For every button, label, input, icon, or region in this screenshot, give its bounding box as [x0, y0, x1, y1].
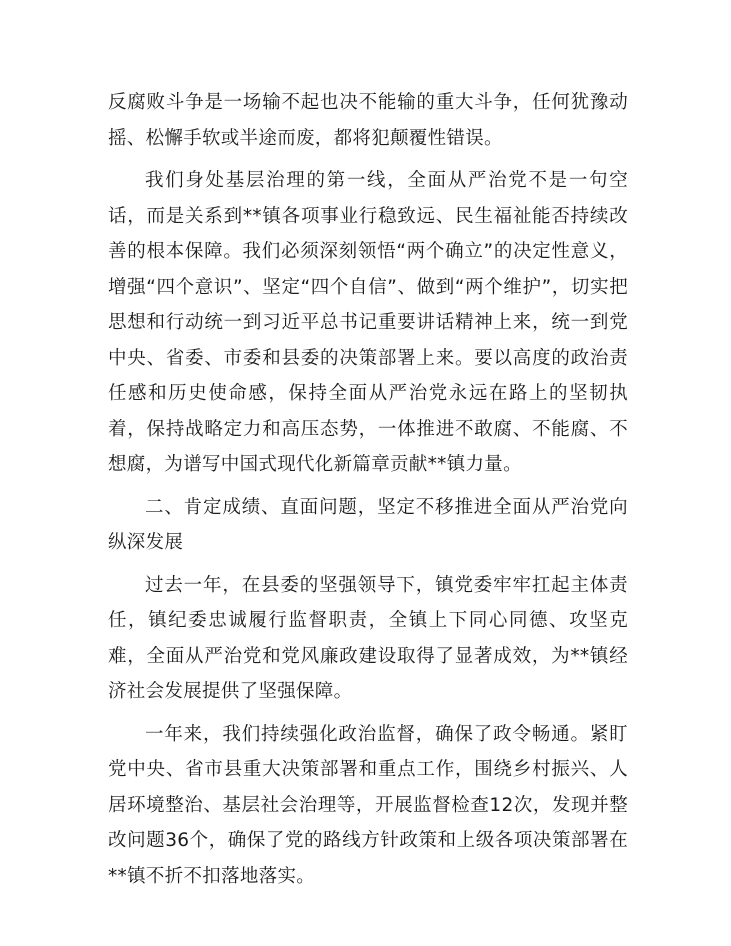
section-heading: 二、肯定成绩、直面问题，坚定不移推进全面从严治党向纵深发展	[108, 496, 628, 553]
paragraph-political-supervision: 一年来，我们持续强化政治监督，确保了政令畅通。紧盯党中央、省市县重大决策部署和重点工作，围绕乡村振兴、人居环境整治、基层社会治理等，开展监督检查12次，发现并整改问题36个，确保了党的路线方针政策和上级各项决策部署在**镇不折不扣落地落实。	[108, 723, 628, 887]
paragraph-continuation: 反腐败斗争是一场输不起也决不能输的重大斗争，任何犹豫动摇、松懈手软或半途而废，都将犯颠覆性错误。	[108, 92, 628, 149]
paragraph-past-year: 过去一年，在县委的坚强领导下，镇党委牢牢扛起主体责任，镇纪委忠诚履行监督职责，全镇上下同心同德、攻坚克难，全面从严治党和党风廉政建设取得了显著成效，为**镇经济社会发展提供了坚强保障。	[108, 574, 628, 702]
paragraph-grassroots: 我们身处基层治理的第一线，全面从严治党不是一句空话，而是关系到**镇各项事业行稳致远、民生福祉能否持续改善的根本保障。我们必须深刻领悟“两个确立”的决定性意义，增强“四个意识”、坚定“四个自信”、做到“两个维护”，切实把思想和行动统一到习近平总书记重要讲话精神上来，统一到党中央、省委、市委和县委的决策部署上来。要以高度的政治责任感和历史使命感，保持全面从严治党永远在路上的坚韧执着，保持战略定力和高压态势，一体推进不敢腐、不能腐、不想腐，为谱写中国式现代化新篇章贡献**镇力量。	[108, 170, 628, 475]
document-page	[108, 85, 628, 894]
